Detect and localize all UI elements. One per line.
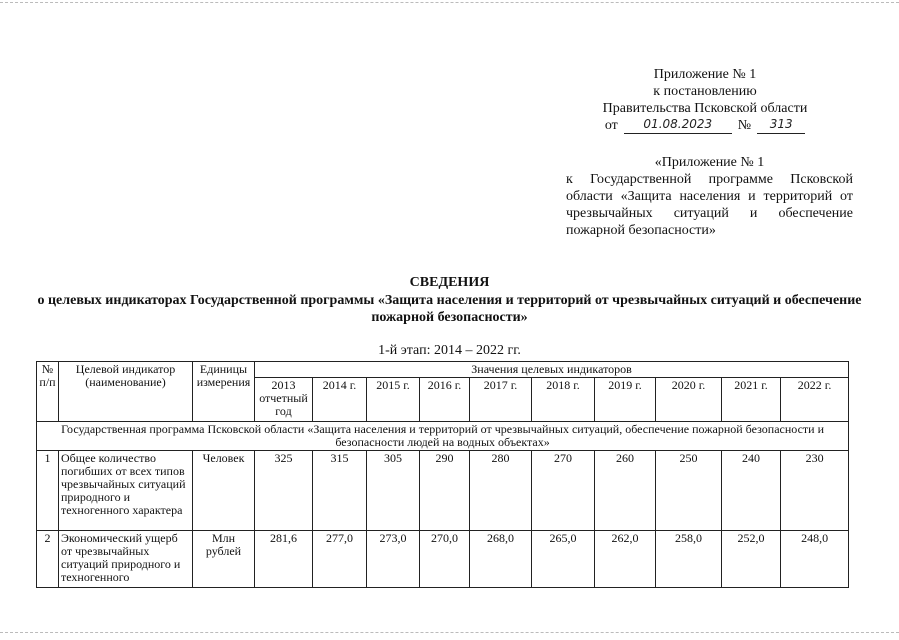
header-year: 2020 г. [656, 378, 722, 422]
appendix-line-1: Приложение № 1 [653, 67, 757, 82]
table-header-row [37, 362, 849, 378]
row-value: 268,0 [470, 531, 532, 588]
row-value: 290 [420, 451, 470, 531]
row-value: 315 [313, 451, 367, 531]
scan-top-edge [0, 2, 899, 5]
header-year: 2019 г. [595, 378, 656, 422]
header-year: 2022 г. [781, 378, 849, 422]
table-row [37, 531, 849, 588]
document-title: СВЕДЕНИЯ [409, 275, 490, 290]
row-unit: Человек [193, 451, 255, 531]
header-year: 2015 г. [367, 378, 420, 422]
header-year: 2014 г. [313, 378, 367, 422]
header-year: 2013 отчетный год [255, 378, 313, 422]
header-year: 2018 г. [532, 378, 595, 422]
section-row [37, 422, 849, 451]
header-year: 2016 г. [420, 378, 470, 422]
program-reference [566, 154, 853, 239]
document-subtitle: о целевых индикаторах Государственной программы «Защита населения и территорий от чрезвычайных ситуаций и обеспечение пожарной безопасности» [37, 293, 862, 325]
row-value: 280 [470, 451, 532, 531]
header-year: 2021 г. [722, 378, 781, 422]
program-ref-text: к Государственной программе Псковской области «Защита населения и территорий от чрезвычайных ситуаций и обеспечение пожарной безопасности» [566, 172, 853, 238]
header-values-group: Значения целевых индикаторов [255, 362, 849, 378]
appendix-block [560, 66, 850, 134]
handwritten-number: 313 [757, 117, 805, 134]
row-value: 281,6 [255, 531, 313, 588]
appendix-line-3: Правительства Псковской области [602, 101, 808, 116]
row-value: 305 [367, 451, 420, 531]
row-value: 240 [722, 451, 781, 531]
row-num: 2 [37, 531, 59, 588]
header-unit: Единицы измерения [193, 362, 255, 422]
from-label: от [604, 118, 618, 133]
row-value: 277,0 [313, 531, 367, 588]
row-value: 230 [781, 451, 849, 531]
row-num: 1 [37, 451, 59, 531]
table-row [37, 451, 849, 531]
row-value: 248,0 [781, 531, 849, 588]
row-value: 250 [656, 451, 722, 531]
header-indicator: Целевой индикатор (наименование) [59, 362, 193, 422]
row-value: 270 [532, 451, 595, 531]
row-value: 258,0 [656, 531, 722, 588]
row-indicator: Экономический ущерб от чрезвычайных ситуаций природного и техногенного [59, 531, 193, 588]
number-label: № [737, 118, 752, 133]
row-value: 325 [255, 451, 313, 531]
indicators-table [36, 361, 849, 588]
row-indicator: Общее количество погибших от всех типов чрезвычайных ситуаций природного и техногенного характера [59, 451, 193, 531]
appendix-line-2: к постановлению [653, 84, 757, 99]
header-year: 2017 г. [470, 378, 532, 422]
handwritten-date: 01.08.2023 [624, 117, 732, 134]
appendix-signature-line [560, 117, 850, 134]
header-num: № п/п [37, 362, 59, 422]
row-value: 262,0 [595, 531, 656, 588]
row-unit: Млн рублей [193, 531, 255, 588]
row-value: 270,0 [420, 531, 470, 588]
stage-caption: 1-й этап: 2014 – 2022 гг. [378, 343, 521, 358]
row-value: 273,0 [367, 531, 420, 588]
program-ref-line-1: «Приложение № 1 [654, 155, 765, 170]
section-title: Государственная программа Псковской области «Защита населения и территорий от чрезвычайных ситуаций, обеспечение пожарной безопасности и безопасности людей на водных объектах» [37, 422, 849, 451]
row-value: 260 [595, 451, 656, 531]
scan-bottom-edge [0, 632, 899, 635]
row-value: 265,0 [532, 531, 595, 588]
row-value: 252,0 [722, 531, 781, 588]
